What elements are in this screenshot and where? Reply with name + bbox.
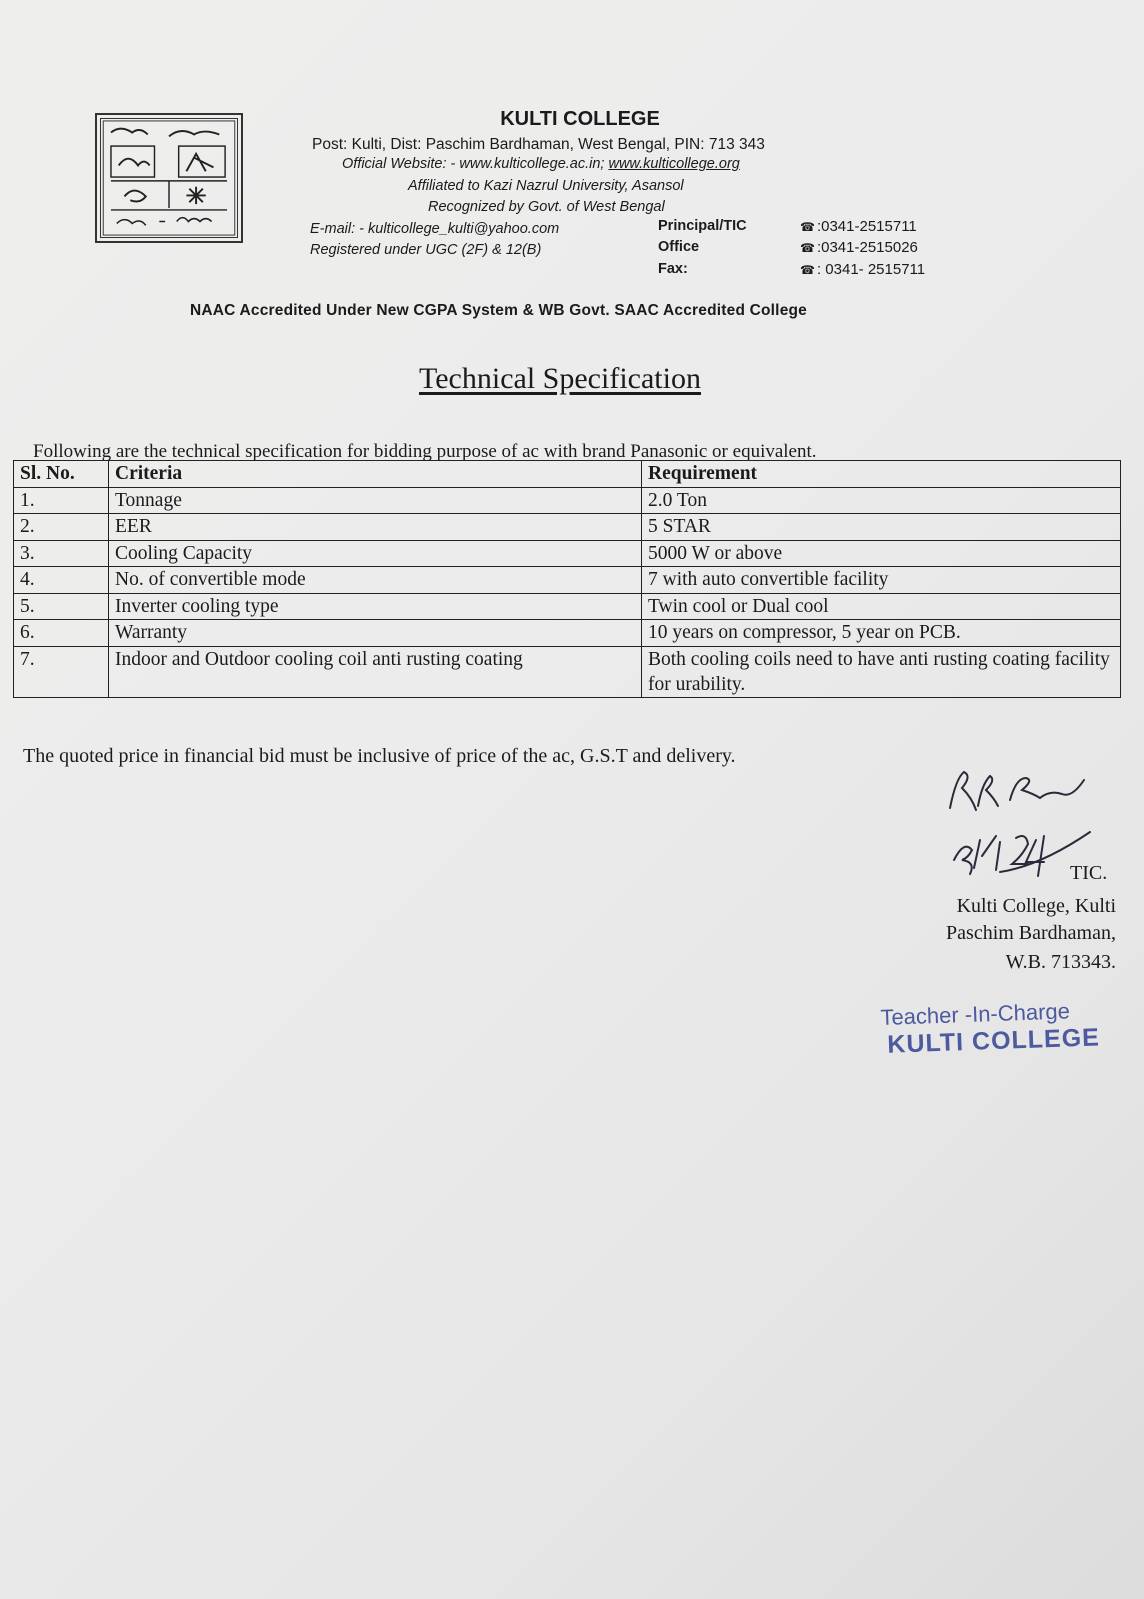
criteria-cell: Tonnage <box>109 487 642 514</box>
contact-number-fax <box>800 261 925 278</box>
column-header-requirement: Requirement <box>642 461 1121 488</box>
sl-no-cell: 7. <box>14 646 109 697</box>
requirement-cell: 2.0 Ton <box>642 487 1121 514</box>
footer-note: The quoted price in financial bid must be inclusive of price of the ac, G.S.T and delivery. <box>23 745 736 767</box>
requirement-cell: Both cooling coils need to have anti rusting coating facility for urability. <box>642 646 1121 697</box>
criteria-cell: EER <box>109 514 642 541</box>
table-row <box>14 567 1121 594</box>
requirement-cell: 7 with auto convertible facility <box>642 567 1121 594</box>
logo-emblem-icon <box>101 119 237 237</box>
college-address: Post: Kulti, Dist: Paschim Bardhaman, West Bengal, PIN: 713 343 <box>312 136 765 153</box>
specification-table <box>13 460 1121 698</box>
sl-no-cell: 5. <box>14 593 109 620</box>
college-name: KULTI COLLEGE <box>500 108 660 130</box>
seal-line-3: W.B. 713343. <box>1005 951 1116 973</box>
criteria-cell: Inverter cooling type <box>109 593 642 620</box>
sl-no-cell: 3. <box>14 540 109 567</box>
criteria-cell: Indoor and Outdoor cooling coil anti rusting coating <box>109 646 642 697</box>
document-title: Technical Specification <box>419 362 701 395</box>
requirement-cell: Twin cool or Dual cool <box>642 593 1121 620</box>
column-header-criteria: Criteria <box>109 461 642 488</box>
criteria-cell: No. of convertible mode <box>109 567 642 594</box>
stamp-institution: KULTI COLLEGE <box>886 1023 1101 1059</box>
seal-line-2: Paschim Bardhaman, <box>946 922 1116 944</box>
phone-number: :0341-2515711 <box>816 218 917 235</box>
table-row <box>14 487 1121 514</box>
ugc-registration: Registered under UGC (2F) & 12(B) <box>310 242 542 258</box>
rubber-stamp <box>880 997 1100 1060</box>
criteria-cell: Warranty <box>109 620 642 647</box>
sl-no-cell: 2. <box>14 514 109 541</box>
intro-text: Following are the technical specification for bidding purpose of ac with brand Panasonic or equivalent. <box>33 441 817 462</box>
table-row <box>14 514 1121 541</box>
table-row <box>14 593 1121 620</box>
table-row <box>14 646 1121 697</box>
requirement-cell: 5000 W or above <box>642 540 1121 567</box>
table-header-row <box>14 461 1121 488</box>
table-row <box>14 620 1121 647</box>
phone-icon: ☎ <box>800 220 815 234</box>
college-logo <box>95 113 243 243</box>
affiliation: Affiliated to Kazi Nazrul University, Asansol <box>408 178 684 194</box>
seal-line-1: Kulti College, Kulti <box>956 895 1116 917</box>
stamp-role: Teacher -In-Charge <box>880 998 1071 1030</box>
table-row <box>14 540 1121 567</box>
sl-no-cell: 4. <box>14 567 109 594</box>
phone-number: : 0341- 2515711 <box>816 261 926 278</box>
website-link[interactable]: www.kulticollege.org <box>608 156 740 172</box>
recognition: Recognized by Govt. of West Bengal <box>428 199 665 215</box>
website-primary: Official Website: - www.kulticollege.ac.in; <box>342 156 605 172</box>
signatory-role: TIC. <box>1070 862 1108 884</box>
contact-label-fax: Fax: <box>658 261 688 277</box>
column-header-sl-no: Sl. No. <box>14 461 109 488</box>
accreditation-line: NAAC Accredited Under New CGPA System & WB Govt. SAAC Accredited College <box>190 302 808 319</box>
contact-label-office: Office <box>658 239 700 255</box>
requirement-cell: 10 years on compressor, 5 year on PCB. <box>642 620 1121 647</box>
phone-number: :0341-2515026 <box>816 239 918 256</box>
phone-icon: ☎ <box>800 263 815 277</box>
contact-number-office <box>800 239 918 256</box>
sl-no-cell: 6. <box>14 620 109 647</box>
contact-number-principal <box>800 218 917 235</box>
sl-no-cell: 1. <box>14 487 109 514</box>
requirement-cell: 5 STAR <box>642 514 1121 541</box>
email-address: E-mail: - kulticollege_kulti@yahoo.com <box>310 221 560 237</box>
official-website <box>342 156 740 172</box>
phone-icon: ☎ <box>800 241 815 255</box>
criteria-cell: Cooling Capacity <box>109 540 642 567</box>
contact-label-principal: Principal/TIC <box>658 218 747 234</box>
